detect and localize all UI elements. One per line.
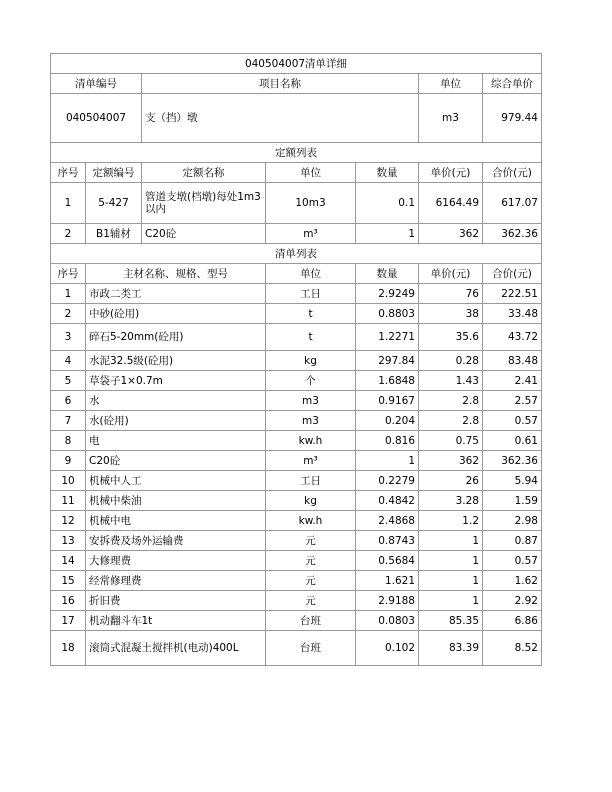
material-name: 机械中人工 [86, 471, 266, 491]
material-name: 水泥32.5级(砼用) [86, 351, 266, 371]
material-qty: 0.8803 [356, 304, 419, 324]
materials-section-title: 清单列表 [51, 244, 542, 264]
material-unit: 台班 [266, 611, 356, 631]
quota-row [51, 224, 542, 244]
material-total: 2.98 [483, 511, 542, 531]
material-price: 362 [419, 451, 483, 471]
item-price: 979.44 [483, 94, 542, 143]
material-no: 6 [51, 391, 86, 411]
material-row [51, 591, 542, 611]
material-no: 10 [51, 471, 86, 491]
material-total: 2.57 [483, 391, 542, 411]
material-unit: kg [266, 351, 356, 371]
material-price: 1 [419, 531, 483, 551]
quota-header-row [51, 163, 542, 183]
quota-qty: 1 [356, 224, 419, 244]
material-no: 7 [51, 411, 86, 431]
material-price: 1.43 [419, 371, 483, 391]
material-no: 9 [51, 451, 86, 471]
material-qty: 0.5684 [356, 551, 419, 571]
item-name: 支（挡）墩 [142, 94, 419, 143]
material-qty: 1.621 [356, 571, 419, 591]
material-name: 水 [86, 391, 266, 411]
material-qty: 2.9249 [356, 284, 419, 304]
material-name: 机动翻斗车1t [86, 611, 266, 631]
material-qty: 0.204 [356, 411, 419, 431]
material-price: 2.8 [419, 411, 483, 431]
material-total: 0.57 [483, 411, 542, 431]
material-row [51, 491, 542, 511]
material-price: 1.2 [419, 511, 483, 531]
material-no: 4 [51, 351, 86, 371]
material-price: 85.35 [419, 611, 483, 631]
material-price: 2.8 [419, 391, 483, 411]
quota-col-total: 合价(元) [483, 163, 542, 183]
material-no: 3 [51, 324, 86, 351]
quota-unit: m³ [266, 224, 356, 244]
material-qty: 2.9188 [356, 591, 419, 611]
quota-price: 362 [419, 224, 483, 244]
material-row [51, 511, 542, 531]
material-no: 16 [51, 591, 86, 611]
quota-col-price: 单价(元) [419, 163, 483, 183]
material-row [51, 351, 542, 371]
material-price: 3.28 [419, 491, 483, 511]
material-name: 大修理费 [86, 551, 266, 571]
quota-row [51, 183, 542, 224]
bill-detail-table [50, 53, 542, 666]
material-name: 滚筒式混凝土搅拌机(电动)400L [86, 631, 266, 666]
quota-section-title: 定额列表 [51, 143, 542, 163]
quota-total: 362.36 [483, 224, 542, 244]
material-qty: 1 [356, 451, 419, 471]
quota-col-qty: 数量 [356, 163, 419, 183]
material-no: 5 [51, 371, 86, 391]
material-name: 安拆费及场外运输费 [86, 531, 266, 551]
material-qty: 0.816 [356, 431, 419, 451]
material-price: 0.75 [419, 431, 483, 451]
material-unit: 元 [266, 571, 356, 591]
material-qty: 0.102 [356, 631, 419, 666]
materials-header-row [51, 264, 542, 284]
material-qty: 1.2271 [356, 324, 419, 351]
price-header: 综合单价 [483, 74, 542, 94]
material-total: 33.48 [483, 304, 542, 324]
material-row [51, 324, 542, 351]
material-qty: 0.2279 [356, 471, 419, 491]
material-name: 电 [86, 431, 266, 451]
material-total: 222.51 [483, 284, 542, 304]
material-total: 6.86 [483, 611, 542, 631]
quota-total: 617.07 [483, 183, 542, 224]
item-code: 040504007 [51, 94, 142, 143]
material-unit: kg [266, 491, 356, 511]
material-no: 13 [51, 531, 86, 551]
material-row [51, 371, 542, 391]
material-no: 15 [51, 571, 86, 591]
material-price: 26 [419, 471, 483, 491]
material-row [51, 471, 542, 491]
material-unit: 台班 [266, 631, 356, 666]
material-name: 碎石5-20mm(砼用) [86, 324, 266, 351]
material-row [51, 431, 542, 451]
material-qty: 0.9167 [356, 391, 419, 411]
material-total: 0.61 [483, 431, 542, 451]
material-qty: 0.8743 [356, 531, 419, 551]
mat-col-qty: 数量 [356, 264, 419, 284]
table-title: 040504007清单详细 [51, 54, 542, 74]
quota-code: B1辅材 [86, 224, 142, 244]
quota-name: 管道支墩(档墩)每处1m3以内 [142, 183, 266, 224]
material-unit: m3 [266, 411, 356, 431]
material-row [51, 391, 542, 411]
material-row [51, 531, 542, 551]
material-qty: 1.6848 [356, 371, 419, 391]
material-qty: 297.84 [356, 351, 419, 371]
material-name: 机械中电 [86, 511, 266, 531]
quota-qty: 0.1 [356, 183, 419, 224]
material-price: 0.28 [419, 351, 483, 371]
quota-col-unit: 单位 [266, 163, 356, 183]
material-total: 83.48 [483, 351, 542, 371]
material-row [51, 571, 542, 591]
material-price: 1 [419, 571, 483, 591]
material-total: 1.59 [483, 491, 542, 511]
bill-detail-sheet [50, 53, 541, 666]
mat-col-name: 主材名称、规格、型号 [86, 264, 266, 284]
mat-col-no: 序号 [51, 264, 86, 284]
material-qty: 0.0803 [356, 611, 419, 631]
mat-col-total: 合价(元) [483, 264, 542, 284]
material-total: 0.57 [483, 551, 542, 571]
material-no: 12 [51, 511, 86, 531]
quota-code: 5-427 [86, 183, 142, 224]
material-total: 8.52 [483, 631, 542, 666]
material-unit: t [266, 304, 356, 324]
material-row [51, 284, 542, 304]
material-unit: m³ [266, 451, 356, 471]
material-name: 水(砼用) [86, 411, 266, 431]
material-unit: kw.h [266, 511, 356, 531]
item-unit: m3 [419, 94, 483, 143]
material-total: 1.62 [483, 571, 542, 591]
material-unit: 元 [266, 591, 356, 611]
material-qty: 2.4868 [356, 511, 419, 531]
material-row [51, 631, 542, 666]
material-name: C20砼 [86, 451, 266, 471]
name-header: 项目名称 [142, 74, 419, 94]
material-unit: t [266, 324, 356, 351]
mat-col-price: 单价(元) [419, 264, 483, 284]
material-no: 17 [51, 611, 86, 631]
unit-header: 单位 [419, 74, 483, 94]
material-total: 5.94 [483, 471, 542, 491]
material-price: 76 [419, 284, 483, 304]
material-total: 0.87 [483, 531, 542, 551]
material-total: 43.72 [483, 324, 542, 351]
material-qty: 0.4842 [356, 491, 419, 511]
material-total: 2.92 [483, 591, 542, 611]
quota-no: 2 [51, 224, 86, 244]
material-price: 38 [419, 304, 483, 324]
material-row [51, 304, 542, 324]
material-total: 2.41 [483, 371, 542, 391]
quota-unit: 10m3 [266, 183, 356, 224]
material-row [51, 451, 542, 471]
quota-col-no: 序号 [51, 163, 86, 183]
material-name: 经常修理费 [86, 571, 266, 591]
material-name: 中砂(砼用) [86, 304, 266, 324]
material-row [51, 411, 542, 431]
quota-col-name: 定额名称 [142, 163, 266, 183]
material-no: 11 [51, 491, 86, 511]
code-header: 清单编号 [51, 74, 142, 94]
materials-section-row [51, 244, 542, 264]
material-unit: 个 [266, 371, 356, 391]
material-price: 83.39 [419, 631, 483, 666]
quota-name: C20砼 [142, 224, 266, 244]
material-name: 折旧费 [86, 591, 266, 611]
material-unit: m3 [266, 391, 356, 411]
material-price: 35.6 [419, 324, 483, 351]
mat-col-unit: 单位 [266, 264, 356, 284]
material-no: 1 [51, 284, 86, 304]
material-no: 8 [51, 431, 86, 451]
material-unit: 元 [266, 551, 356, 571]
material-unit: 工日 [266, 471, 356, 491]
material-price: 1 [419, 551, 483, 571]
material-row [51, 611, 542, 631]
material-price: 1 [419, 591, 483, 611]
material-unit: 元 [266, 531, 356, 551]
quota-price: 6164.49 [419, 183, 483, 224]
material-name: 市政二类工 [86, 284, 266, 304]
material-no: 14 [51, 551, 86, 571]
material-total: 362.36 [483, 451, 542, 471]
material-row [51, 551, 542, 571]
material-no: 18 [51, 631, 86, 666]
quota-no: 1 [51, 183, 86, 224]
material-unit: kw.h [266, 431, 356, 451]
material-name: 机械中柴油 [86, 491, 266, 511]
material-name: 草袋子1×0.7m [86, 371, 266, 391]
material-no: 2 [51, 304, 86, 324]
material-unit: 工日 [266, 284, 356, 304]
quota-col-code: 定额编号 [86, 163, 142, 183]
